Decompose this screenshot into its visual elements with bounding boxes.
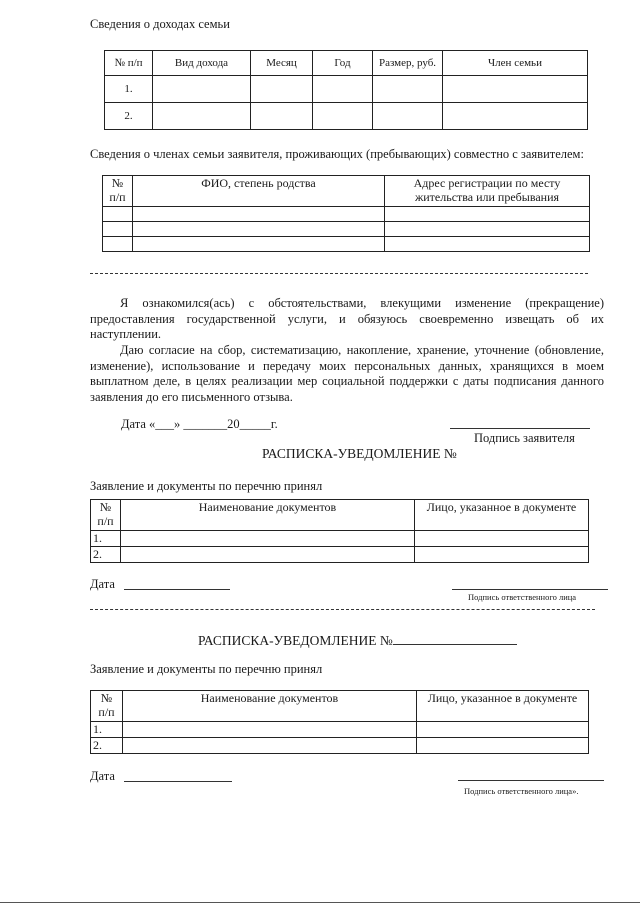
family-table	[102, 175, 590, 252]
applicant-signature-caption: Подпись заявителя	[474, 431, 575, 445]
receipt1-header-num-line1: №	[99, 500, 112, 514]
statement-paragraph-1: Я ознакомился(ась) с обстоятельствами, влекущими изменение (прекращение) предоставления государственной услуги, и обязуюсь своевременно извещать об их наступлении.	[90, 296, 604, 341]
income-cell[interactable]	[153, 103, 251, 130]
receipt1-cell[interactable]	[415, 531, 589, 547]
receipt2-header-num-line2: п/п	[98, 705, 115, 719]
receipt1-signature-line[interactable]	[452, 589, 608, 590]
family-cell[interactable]	[133, 207, 385, 222]
income-row-num: 1.	[105, 76, 153, 103]
receipt2-signature-caption: Подпись ответственного лица».	[464, 786, 579, 796]
table-row	[91, 738, 589, 754]
income-cell[interactable]	[373, 103, 443, 130]
receipt2-header-docs: Наименование документов	[123, 691, 417, 722]
family-cell[interactable]	[385, 207, 590, 222]
income-cell[interactable]	[313, 103, 373, 130]
income-header-member: Член семьи	[443, 51, 588, 76]
table-row	[103, 207, 590, 222]
income-cell[interactable]	[443, 103, 588, 130]
family-cell[interactable]	[133, 222, 385, 237]
receipt1-header-num	[91, 500, 121, 531]
receipt1-header-docs: Наименование документов	[121, 500, 415, 531]
family-cell[interactable]	[103, 207, 133, 222]
receipt2-cell[interactable]	[417, 722, 589, 738]
income-section-title: Сведения о доходах семьи	[90, 17, 230, 31]
receipt1-accepted-text: Заявление и документы по перечню принял	[90, 479, 323, 493]
family-header-name: ФИО, степень родства	[133, 176, 385, 207]
receipt1-header-person: Лицо, указанное в документе	[415, 500, 589, 531]
income-header-year: Год	[313, 51, 373, 76]
receipt2-table	[90, 690, 589, 754]
receipt2-date-field[interactable]	[124, 781, 232, 782]
statement-date-line[interactable]: Дата «___» _______20_____г.	[121, 417, 278, 431]
income-cell[interactable]	[153, 76, 251, 103]
family-header-num-line1: №	[111, 176, 124, 190]
table-row	[105, 103, 588, 130]
page-bottom-edge	[0, 902, 640, 903]
receipt1-header-num-line2: п/п	[97, 514, 114, 528]
income-cell[interactable]	[443, 76, 588, 103]
receipt2-cell[interactable]	[123, 738, 417, 754]
family-header-num	[103, 176, 133, 207]
table-row	[105, 76, 588, 103]
income-cell[interactable]	[251, 103, 313, 130]
income-header-month: Месяц	[251, 51, 313, 76]
income-header-type: Вид дохода	[153, 51, 251, 76]
receipt2-header-person: Лицо, указанное в документе	[417, 691, 589, 722]
receipt2-accepted-text: Заявление и документы по перечню принял	[90, 662, 323, 676]
receipt1-cell[interactable]	[121, 547, 415, 563]
receipt1-row-num: 1.	[91, 531, 121, 547]
receipt1-date-field[interactable]	[124, 589, 230, 590]
family-header-address-line2: жительства или пребывания	[414, 190, 560, 204]
family-cell[interactable]	[103, 222, 133, 237]
family-header-num-line2: п/п	[109, 190, 126, 204]
receipt2-header-num	[91, 691, 123, 722]
family-cell[interactable]	[385, 237, 590, 252]
income-cell[interactable]	[313, 76, 373, 103]
income-table	[104, 50, 588, 130]
receipt2-date-label: Дата	[90, 769, 115, 783]
receipt2-signature-line[interactable]	[458, 780, 604, 781]
income-cell[interactable]	[251, 76, 313, 103]
receipt1-row-num: 2.	[91, 547, 121, 563]
receipt1-title: РАСПИСКА-УВЕДОМЛЕНИЕ №	[262, 446, 457, 461]
income-header-amount: Размер, руб.	[373, 51, 443, 76]
cut-line	[90, 273, 588, 274]
family-header-address	[385, 176, 590, 207]
table-row	[91, 547, 589, 563]
table-row	[91, 531, 589, 547]
table-row	[91, 722, 589, 738]
family-cell[interactable]	[133, 237, 385, 252]
receipt2-row-num: 2.	[91, 738, 123, 754]
income-row-num: 2.	[105, 103, 153, 130]
receipt2-title-text: РАСПИСКА-УВЕДОМЛЕНИЕ №	[198, 633, 393, 648]
table-row	[103, 222, 590, 237]
receipt1-signature-caption: Подпись ответственного лица	[468, 592, 577, 602]
receipt1-date-label: Дата	[90, 577, 115, 591]
receipt2-title	[198, 632, 517, 649]
table-row	[103, 237, 590, 252]
signature-line[interactable]	[450, 428, 590, 429]
family-header-address-line1: Адрес регистрации по месту	[413, 176, 561, 190]
income-header-num: № п/п	[105, 51, 153, 76]
receipt1-table	[90, 499, 589, 563]
income-cell[interactable]	[373, 76, 443, 103]
receipt2-cell[interactable]	[417, 738, 589, 754]
receipt2-number-field[interactable]	[393, 632, 517, 645]
receipt1-cell[interactable]	[121, 531, 415, 547]
receipt2-cell[interactable]	[123, 722, 417, 738]
receipt2-row-num: 1.	[91, 722, 123, 738]
statement-paragraph-2: Даю согласие на сбор, систематизацию, накопление, хранение, уточнение (обновление, изменение), использование и передачу моих персональных данных, хранящихся в моем выплатном деле, в целях реализации мер социальной поддержки с даты подписания данного заявления до его письменного отзыва.	[90, 343, 604, 404]
family-cell[interactable]	[103, 237, 133, 252]
cut-line	[90, 609, 595, 610]
receipt2-header-num-line1: №	[100, 691, 113, 705]
receipt1-cell[interactable]	[415, 547, 589, 563]
family-section-title: Сведения о членах семьи заявителя, проживающих (пребывающих) совместно с заявителем:	[90, 147, 584, 161]
family-cell[interactable]	[385, 222, 590, 237]
